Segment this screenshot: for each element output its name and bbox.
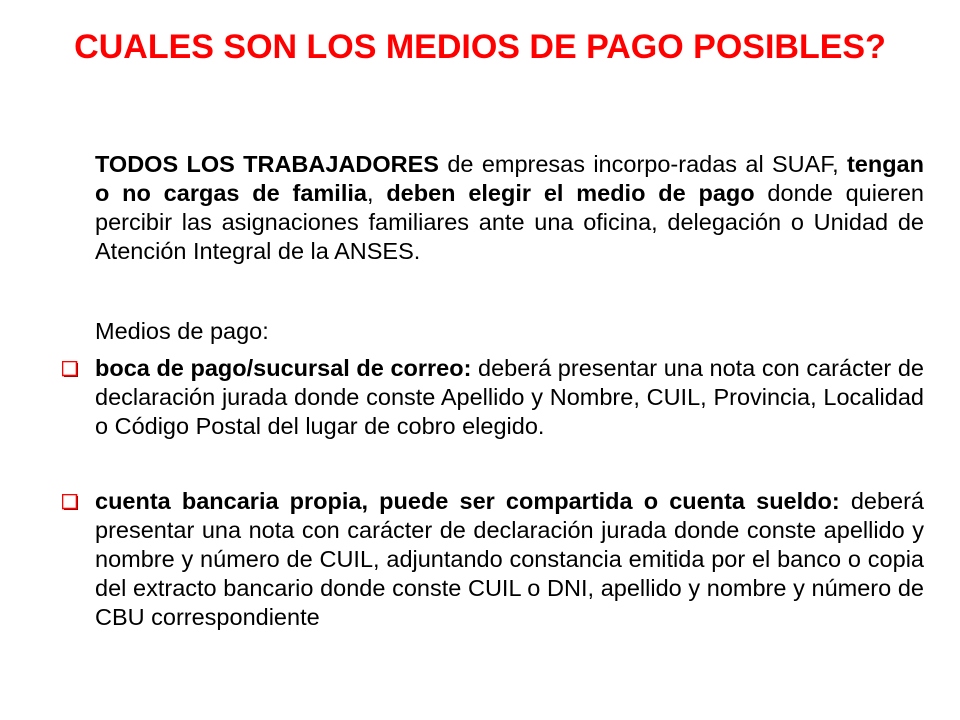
intro-bold-deben: deben elegir el medio de pago bbox=[386, 180, 755, 206]
intro-text-3: donde quieren percibir las asignaciones familiares ante una oficina, delegación o Unidad de Atención Integral de la ANSES. bbox=[95, 180, 924, 264]
intro-text-1: de empresas incorpo-radas al SUAF, bbox=[438, 151, 847, 177]
bullet-1-bold: boca de pago/sucursal de correo: bbox=[95, 355, 472, 381]
bullet-1-text: deberá presentar una nota con carácter de declaración jurada donde conste Apellido y Nombre, CUIL, Provincia, Localidad o Código Postal del lugar de cobro elegido. bbox=[95, 355, 924, 439]
intro-text-2: , bbox=[366, 180, 387, 206]
intro-paragraph bbox=[95, 150, 924, 266]
bullet-item-correo bbox=[95, 354, 924, 441]
checkbox-square-icon bbox=[62, 361, 79, 378]
bullet-item-cuenta bbox=[95, 487, 924, 632]
bullet-2-bold: cuenta bancaria propia, puede ser compartida o cuenta sueldo: bbox=[95, 488, 840, 514]
intro-bold-workers: TODOS LOS TRABAJADORES bbox=[95, 151, 439, 177]
medios-label: Medios de pago: bbox=[95, 318, 269, 344]
checkbox-square-icon bbox=[62, 494, 79, 511]
bullet-2-text: deberá presentar una nota con carácter de declaración jurada donde conste apellido y nombre y número de CUIL, adjuntando constancia emitida por el banco o copia del extracto bancario donde conste CUIL o DNI, apellido y nombre y número de CBU correspondiente bbox=[95, 488, 925, 630]
intro-bold-cargas: tengan o no cargas de familia bbox=[95, 151, 924, 206]
slide-title: CUALES SON LOS MEDIOS DE PAGO POSIBLES? bbox=[74, 28, 886, 66]
